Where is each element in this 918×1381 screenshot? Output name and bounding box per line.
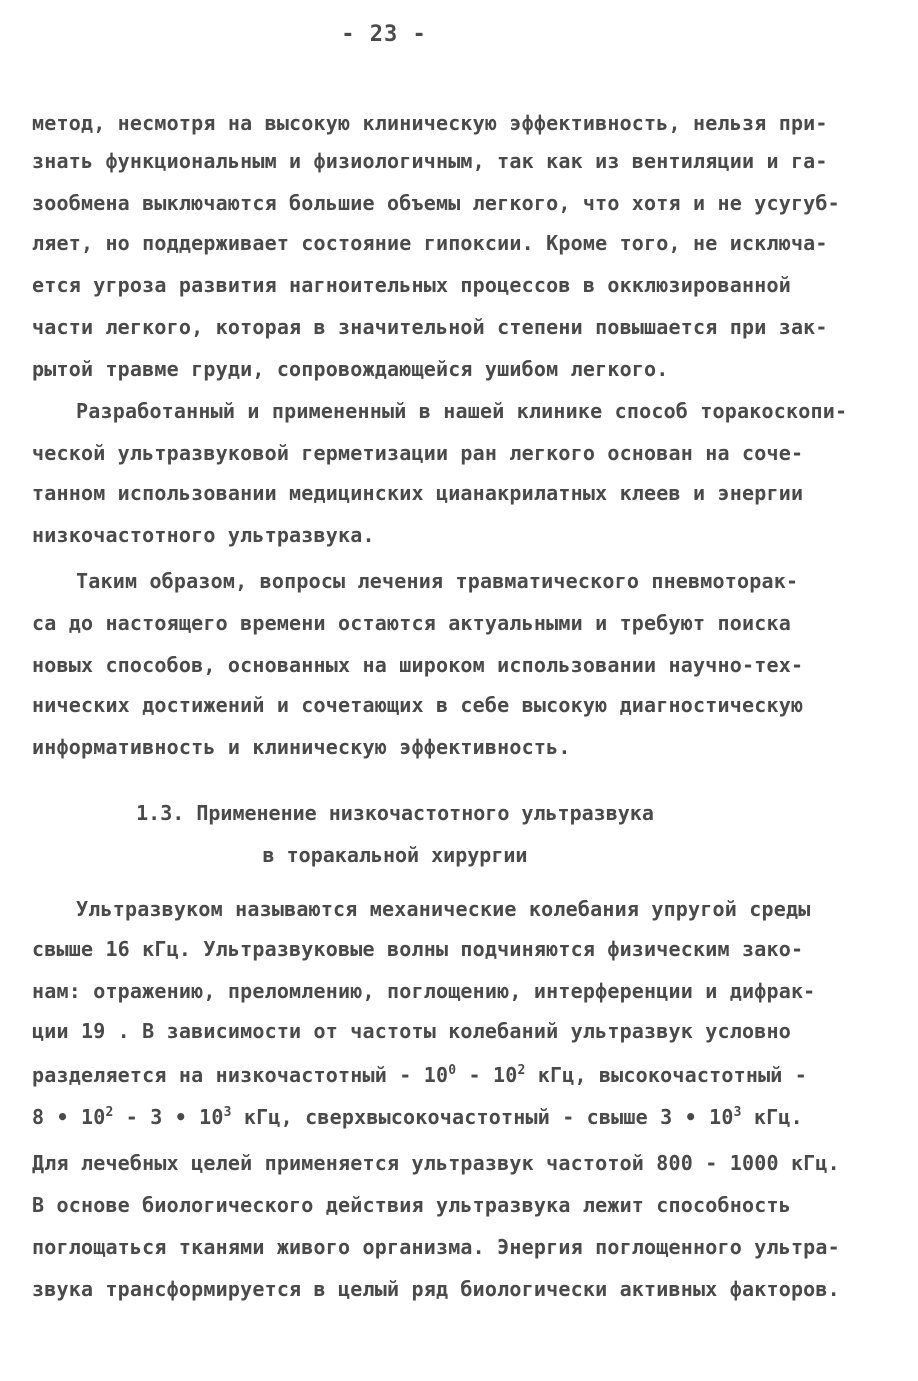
- text-line: рытой травме груди, сопровождающейся ушибом легкого.: [32, 357, 669, 381]
- text-fragment: 8 • 10: [32, 1105, 106, 1129]
- text-line: зообмена выключаются большие объемы легкого, что хотя и не усугуб-: [32, 191, 840, 215]
- section-heading: 1.3. Применение низкочастотного ультразвука: [136, 801, 654, 825]
- exponent: 2: [517, 1063, 526, 1078]
- section-heading-continued: в торакальной хирургии: [262, 843, 528, 867]
- text-line: новых способов, основанных на широком использовании научно-тех-: [32, 653, 804, 677]
- text-line: знать функциональным и физиологичным, так как из вентиляции и га-: [32, 149, 828, 173]
- page-number: - 23 -: [341, 22, 427, 47]
- exponent: 2: [105, 1105, 114, 1120]
- text-line: нических достижений и сочетающих в себе высокую диагностическую: [32, 693, 804, 717]
- text-fragment: разделяется на низкочастотный - 10: [32, 1063, 449, 1087]
- text-line-with-exponents: [32, 1104, 877, 1130]
- exponent: 3: [223, 1105, 232, 1120]
- text-fragment: кГц, высокочастотный -: [525, 1063, 808, 1087]
- text-line-with-exponents: [32, 1062, 877, 1088]
- text-line: Ультразвуком называются механические колебания упругой среды: [76, 897, 811, 921]
- text-line: са до настоящего времени остаются актуальными и требуют поиска: [32, 611, 791, 635]
- text-line: метод, несмотря на высокую клиническую эффективность, нельзя при-: [32, 111, 828, 135]
- text-line: ляет, но поддерживает состояние гипоксии. Кроме того, не исключа-: [32, 231, 828, 255]
- text-line: звука трансформируется в целый ряд биологически активных факторов.: [32, 1277, 840, 1301]
- text-line: ется угроза развития нагноительных процессов в окклюзированной: [32, 273, 791, 297]
- text-line: Таким образом, вопросы лечения травматического пневмоторак-: [76, 569, 799, 593]
- text-fragment: - 10: [456, 1063, 518, 1087]
- text-line: Для лечебных целей применяется ультразвук частотой 800 - 1000 кГц.: [32, 1151, 840, 1175]
- text-line: нам: отражению, преломлению, поглощению, интерференции и дифрак-: [32, 979, 816, 1003]
- text-line: части легкого, которая в значительной степени повышается при зак-: [32, 315, 828, 339]
- text-line: Разработанный и примененный в нашей клинике способ торакоскопи-: [76, 399, 848, 423]
- text-line: низкочастотного ультразвука.: [32, 523, 375, 547]
- text-fragment: кГц, сверхвысокочастотный - свыше 3 • 10: [231, 1105, 734, 1129]
- exponent: 3: [733, 1105, 742, 1120]
- text-line: поглощаться тканями живого организма. Энергия поглощенного ультра-: [32, 1235, 840, 1259]
- text-line: танном использовании медицинских цианакрилатных клеев и энергии: [32, 481, 804, 505]
- text-line: информативность и клиническую эффективность.: [32, 735, 571, 759]
- text-fragment: - 3 • 10: [113, 1105, 224, 1129]
- text-line: В основе биологического действия ультразвука лежит способность: [32, 1193, 791, 1217]
- text-line: ческой ультразвуковой герметизации ран легкого основан на соче-: [32, 441, 804, 465]
- exponent: 0: [448, 1063, 457, 1078]
- text-fragment: кГц.: [741, 1105, 803, 1129]
- text-line: свыше 16 кГц. Ультразвуковые волны подчиняются физическим зако-: [32, 937, 804, 961]
- text-line: ции 19 . В зависимости от частоты колебаний ультразвук условно: [32, 1019, 791, 1043]
